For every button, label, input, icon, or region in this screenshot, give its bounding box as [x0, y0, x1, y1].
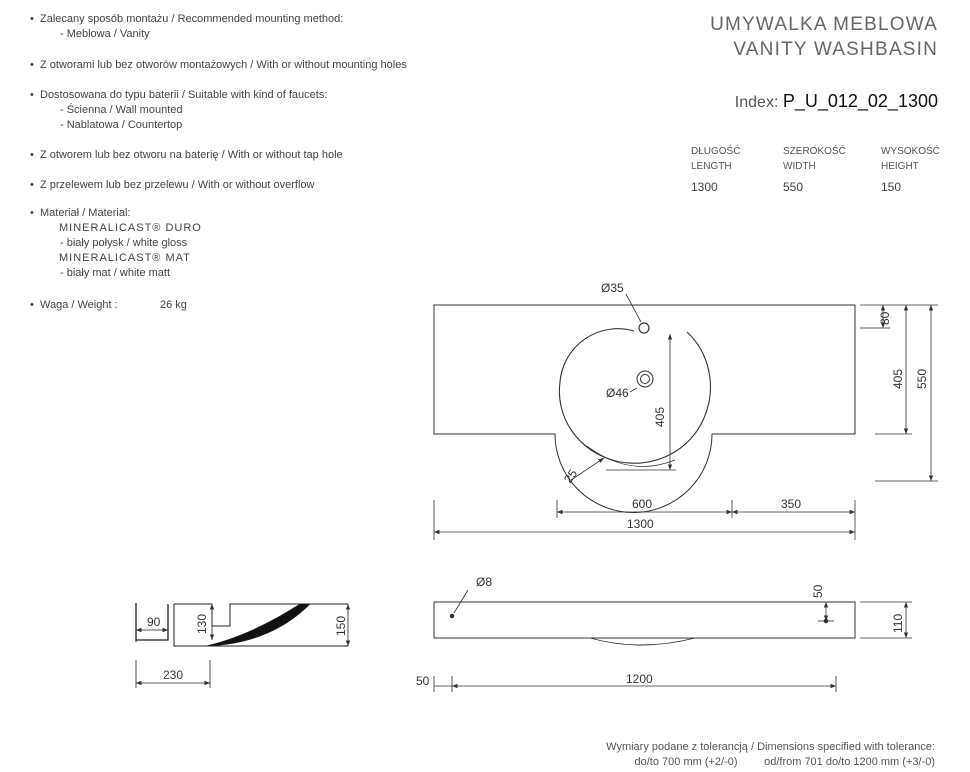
section-bowl-fill	[206, 604, 310, 646]
tolerance-note	[606, 740, 935, 770]
dimension-label-en: HEIGHT	[881, 161, 919, 172]
label-hole-spacing: 1200	[626, 672, 653, 686]
dimension-label-en: LENGTH	[691, 161, 732, 172]
front-view-outline	[434, 602, 855, 638]
label-edge-offset: 50	[416, 674, 430, 688]
spec-weight-value: 26 kg	[160, 299, 187, 311]
dimension-value: 1300	[691, 180, 718, 194]
material-brand-duro: MINERALICAST® DURO	[59, 222, 202, 234]
tap-hole-circle	[639, 323, 649, 333]
label-drain: Ø46	[606, 386, 629, 400]
front-view	[434, 590, 912, 692]
tolerance-range-b: od/from 701 do/to 1200 mm (+3/-0)	[764, 756, 935, 768]
index-label: Index:	[734, 94, 779, 111]
drain-inner-circle	[641, 375, 650, 384]
label-right-offset: 350	[781, 497, 802, 511]
mount-hole-left	[450, 614, 454, 618]
label-total-length: 1300	[627, 517, 654, 531]
label-section-height: 150	[334, 615, 348, 636]
tolerance-ranges	[606, 755, 935, 770]
spec-faucets: • Dostosowana do typu baterii / Suitable with kind of faucets: - Ścienna / Wall mounted - Nablatowa / Countertop	[30, 89, 328, 131]
product-title-en: VANITY WASHBASIN	[733, 39, 938, 60]
label-hole-offset: 80	[878, 311, 892, 325]
label-deck-depth: 405	[891, 368, 905, 389]
index-value: P_U_012_02_1300	[782, 91, 938, 111]
label-bowl-depth: 405	[653, 406, 667, 427]
tolerance-range-a: do/to 700 mm (+2/-0)	[634, 756, 738, 768]
spec-holes: • Z otworami lub bez otworów montażowych / With or without mounting holes	[30, 59, 407, 71]
spec-mounting-option: - Meblowa / Vanity	[60, 28, 150, 40]
dimension-label-pl: DŁUGOŚĆ	[691, 146, 741, 157]
material-brand-mat: MINERALICAST® MAT	[59, 252, 191, 264]
spec-faucets-label: Dostosowana do typu baterii / Suitable with kind of faucets:	[40, 89, 328, 101]
spec-weight: • Waga / Weight : 26 kg	[30, 299, 187, 311]
spec-mounting-label: Zalecany sposób montażu / Recommended mounting method:	[40, 13, 344, 25]
spec-faucet-option: - Nablatowa / Countertop	[60, 119, 183, 131]
label-hole-height: 50	[811, 584, 825, 598]
label-section-inner-height: 130	[195, 613, 209, 634]
top-view-outline	[434, 305, 855, 513]
spec-tap-hole-label: Z otworem lub bez otworu na baterię / With or without tap hole	[40, 149, 343, 161]
spec-faucet-option: - Ścienna / Wall mounted	[60, 104, 183, 116]
basin-bowl-outline	[559, 329, 710, 464]
top-view	[434, 294, 938, 540]
spec-overflow: • Z przelewem lub bez przelewu / With or without overflow	[30, 179, 315, 191]
material-finish-gloss: - biały połysk / white gloss	[60, 237, 188, 249]
leader-drain	[630, 388, 637, 392]
spec-holes-label: Z otworami lub bez otworów montażowych / With or without mounting holes	[40, 59, 407, 71]
dimension-value: 150	[881, 180, 902, 194]
label-section-rim: 90	[147, 615, 161, 629]
label-section-depth: 230	[163, 668, 184, 682]
spec-mounting: • Zalecany sposób montażu / Recommended mounting method: - Meblowa / Vanity	[30, 13, 344, 40]
label-radius: 25	[560, 466, 581, 486]
dimension-label-pl: SZEROKOŚĆ	[783, 146, 846, 157]
label-mount-hole: Ø8	[476, 575, 493, 589]
product-title-pl: UMYWALKA MEBLOWA	[710, 14, 938, 35]
spec-weight-label: Waga / Weight :	[40, 299, 118, 311]
front-view-bowl	[590, 638, 695, 645]
label-bowl-offset: 600	[632, 497, 653, 511]
spec-tap-hole: • Z otworem lub bez otworu na baterię / With or without tap hole	[30, 149, 343, 161]
leader-tap-hole	[626, 294, 641, 322]
drain-outer-circle	[637, 371, 653, 387]
spec-overflow-label: Z przelewem lub bez przelewu / With or without overflow	[40, 179, 315, 191]
spec-material-label: Materiał / Material:	[40, 207, 131, 219]
dimension-label-en: WIDTH	[783, 161, 816, 172]
dimension-value: 550	[783, 180, 804, 194]
label-side-height: 110	[891, 613, 905, 633]
dimension-label-pl: WYSOKOŚĆ	[881, 146, 940, 157]
material-finish-matt: - biały mat / white matt	[60, 267, 171, 279]
label-tap-hole: Ø35	[601, 281, 624, 295]
spec-material: • Materiał / Material: MINERALICAST® DURO - biały połysk / white gloss MINERALICAST® MAT - biały mat / white matt	[30, 207, 202, 279]
label-total-width: 550	[915, 368, 929, 389]
tolerance-label: Wymiary podane z tolerancją / Dimensions specified with tolerance:	[606, 741, 935, 753]
